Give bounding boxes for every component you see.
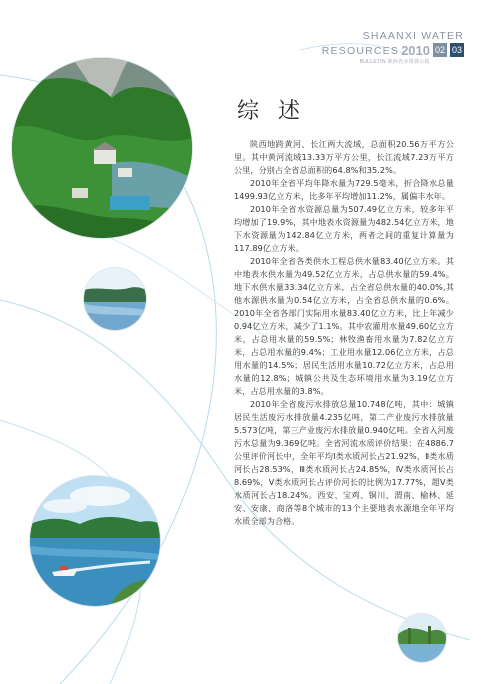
paragraph-water-resources: 2010年全省水资源总量为507.49亿立方米，较多年平均增加了19.9%，其中地表水资源量为482.54亿立方米，地下水资源量为142.84亿立方米，两者之间的重复计算量为117.89亿立方米。 — [234, 204, 454, 253]
bulletin-header — [322, 30, 464, 65]
mountain-village-photo — [12, 58, 192, 238]
page-title: 综 述 — [237, 99, 306, 124]
paragraph-precipitation: 2010年全省平均年降水量为729.5毫米，折合降水总量1499.93亿立方米，比多年平均增加11.2%，属偏丰水年。 — [234, 178, 454, 201]
header-year: 2010 — [401, 43, 430, 58]
waterfront-photo — [398, 614, 446, 662]
article-body — [234, 138, 454, 528]
speedboat-river-photo — [30, 476, 160, 606]
page-number-right: 03 — [451, 45, 462, 55]
header-title-line1: SHAANXI WATER — [362, 30, 464, 42]
paragraph-wastewater: 2010年全省废污水排放总量10.748亿吨，其中：城镇居民生活废污水排放量4.235亿吨，第二产业废污水排放量5.573亿吨，第三产业废污水排放量0.940亿吨。全省入河废污水总量为9.369亿吨。全省河流水质评价结果：在4886.7公里评价河长中，全年平均Ⅰ类水质河长占21.92%，Ⅱ类水质河长占28.53%，Ⅲ类水质河长占24.85%，Ⅳ类水质河长占8.69%，Ⅴ类水质河长占评价河长的比例为17.77%，超Ⅴ类水质河长占18.24%。西安、宝鸡、铜川、渭南、榆林、延安、安康、商洛等8个城市的13个主要地表水源地全年平均水质全部为合格。 — [234, 399, 454, 526]
paragraph-water-supply: 2010年全省各类供水工程总供水量83.40亿立方米。其中地表水供水量为49.52亿立方米，占总供水量的59.4%。地下水供水量33.34亿立方米，占全省总供水量的40.0%,其他水源供水量为0.54亿立方米，占全省总供水量的0.6%。2010年全省各部门实际用水量83.40亿立方米，比上年减少0.94亿立方米，减少了1.1%。其中农灌用水量49.60亿立方米，占总用水量的59.5%；林牧渔畜用水量为7.82亿立方米，占总用水量的9.4%；工业用水量12.06亿立方米，占总用水量的14.5%；居民生活用水量10.72亿立方米，占总用水量的12.8%；城镇公共及生态环境用水量为3.19亿立方米，占总用水量的3.8%。 — [234, 256, 454, 396]
header-subtitle: BULLETIN 陕西省水资源公报 — [359, 59, 430, 65]
page-number-left: 02 — [434, 45, 445, 55]
lake-photo — [84, 268, 146, 330]
header-title-line2: RESOURCES — [321, 45, 400, 57]
paragraph-overview: 陕西地跨黄河、长江两大流域，总面积20.56万平方公里。其中黄河流域13.33万平方公里，长江流域7.23万平方公里，分别占全省总面积的64.8%和35.2%。 — [234, 139, 454, 175]
header-title-row2 — [322, 43, 464, 57]
